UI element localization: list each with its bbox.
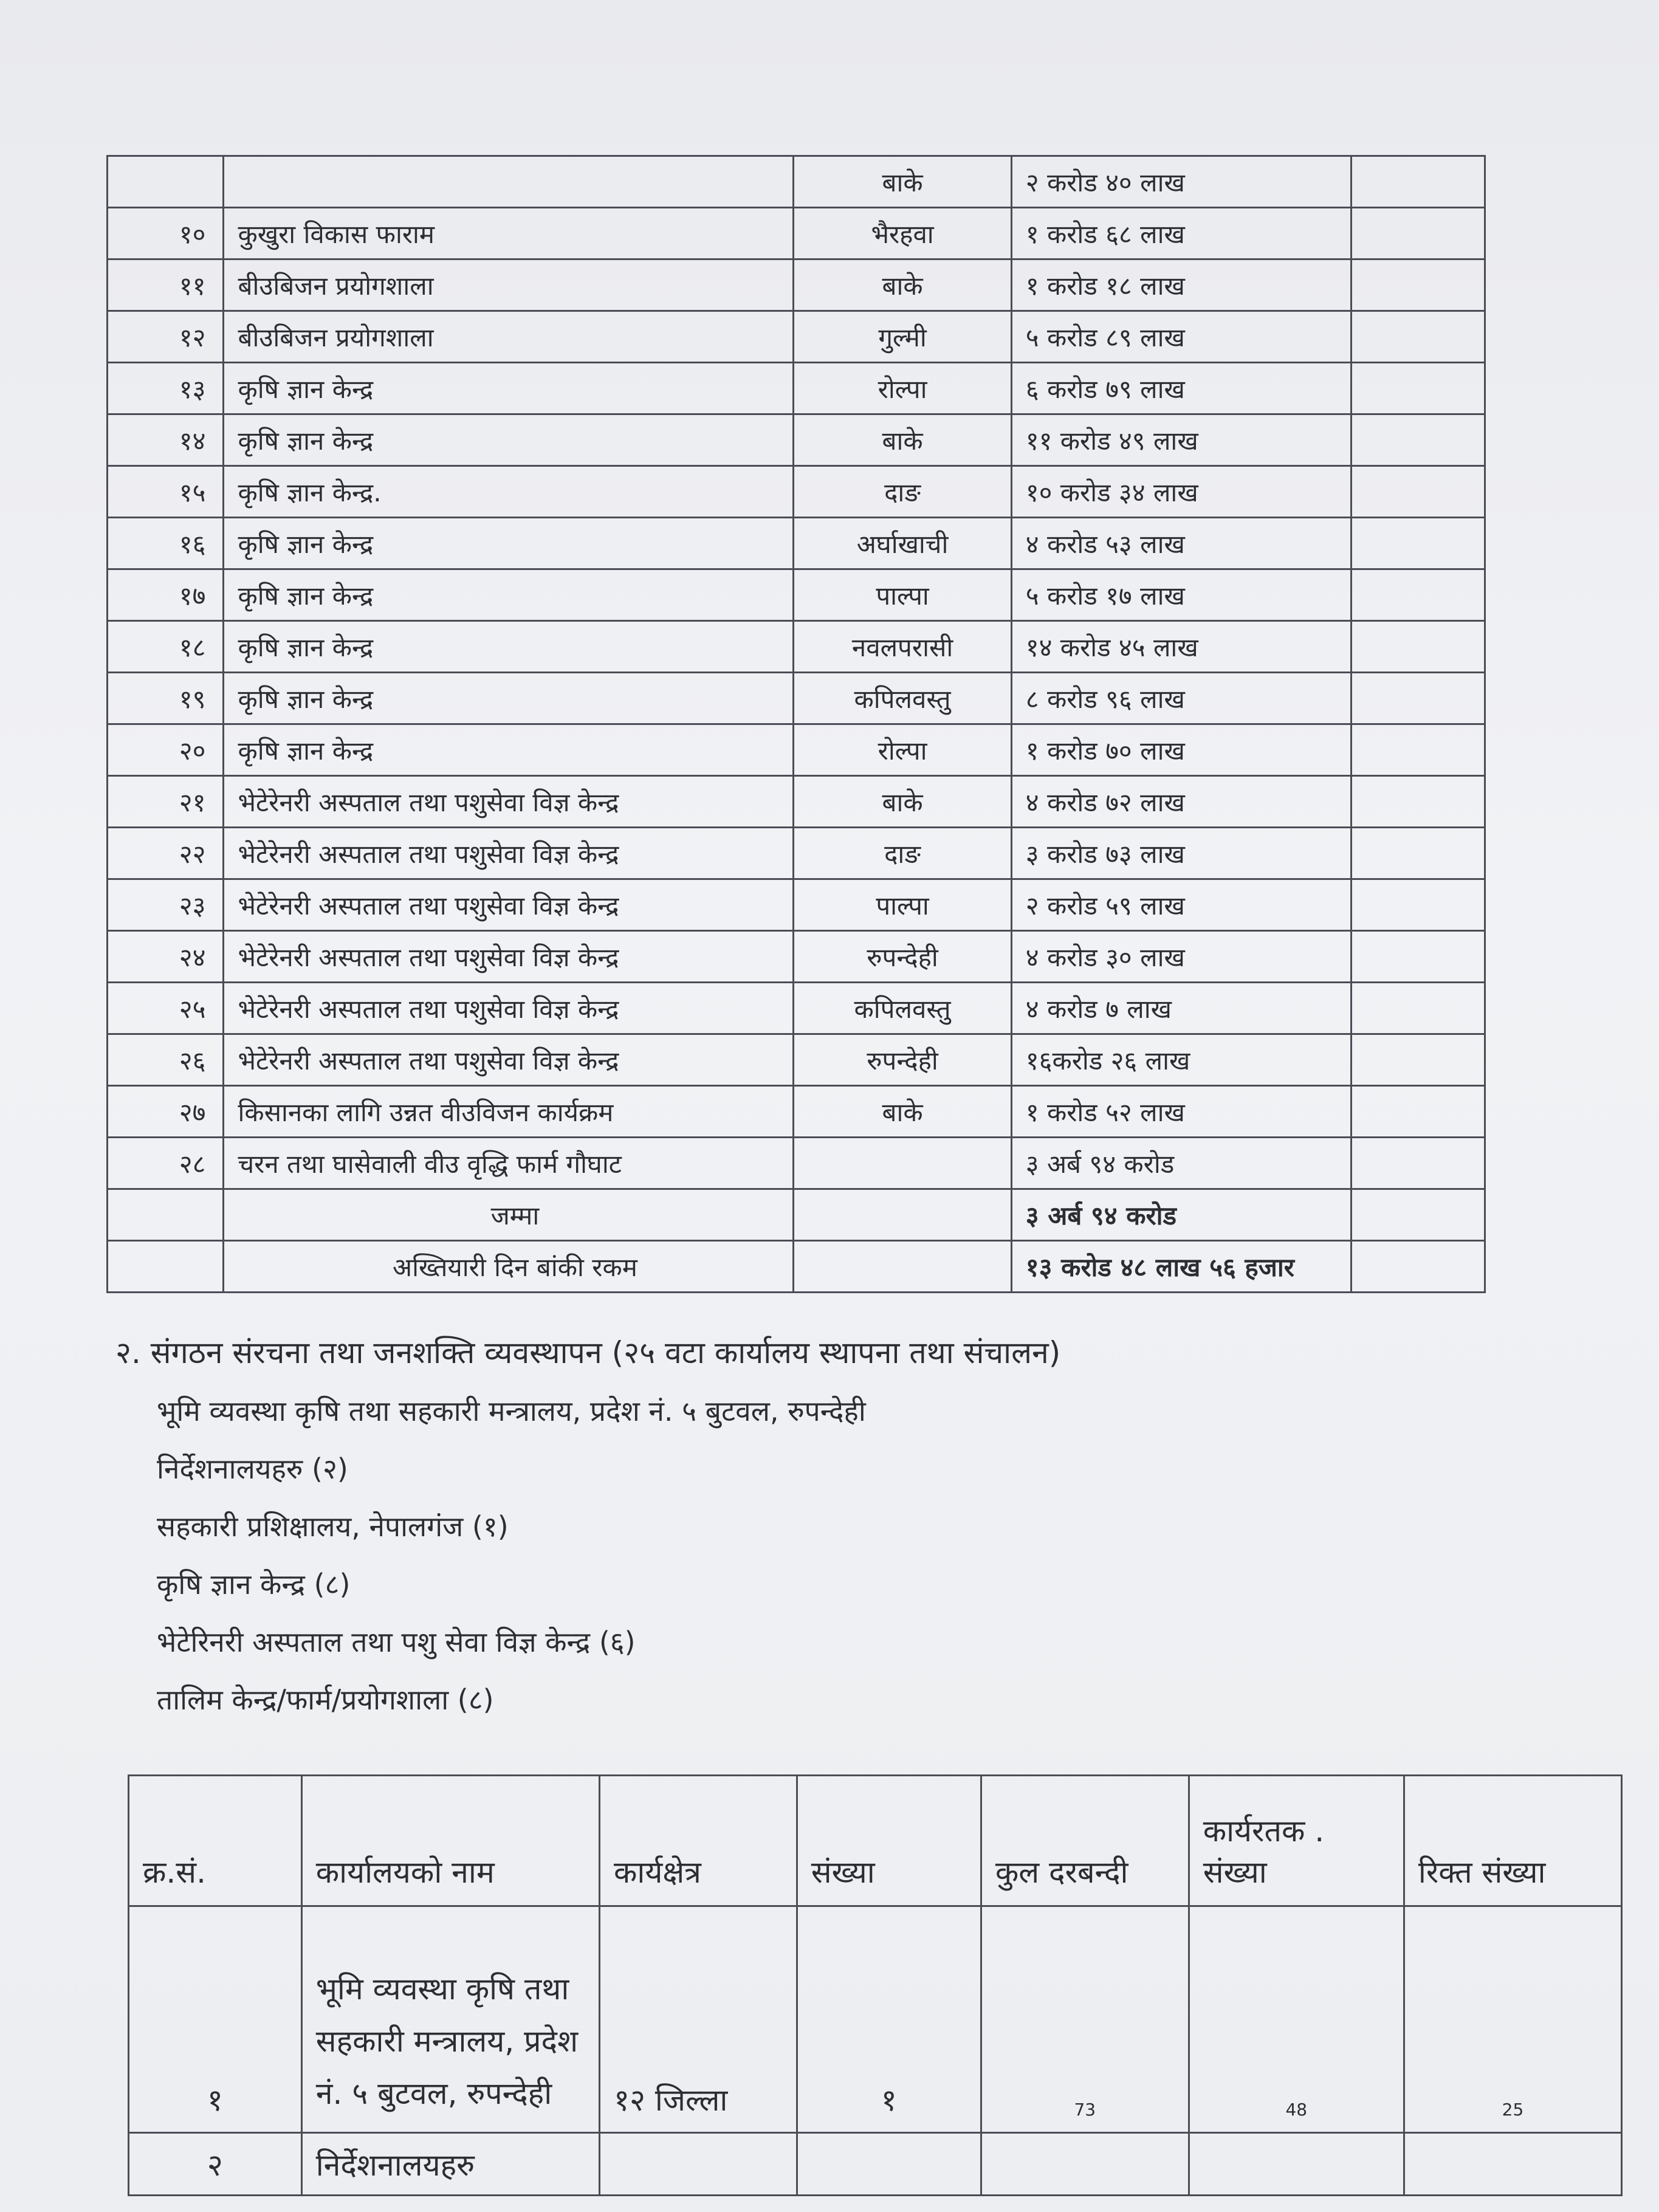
row-amount: ५ करोड ८९ लाख bbox=[1011, 311, 1351, 363]
row-extra bbox=[1351, 363, 1485, 414]
row-place: रोल्पा bbox=[794, 724, 1011, 776]
row-place bbox=[794, 1241, 1011, 1293]
row-extra bbox=[1351, 1086, 1485, 1138]
row-amount: १६करोड २६ लाख bbox=[1011, 1034, 1351, 1086]
row-number: २८ bbox=[108, 1138, 224, 1189]
header-total-posts: कुल दरबन्दी bbox=[981, 1776, 1189, 1906]
row-name: कृषि ज्ञान केन्द्र bbox=[224, 363, 794, 414]
header-count: संख्या bbox=[797, 1776, 981, 1906]
row-number: १० bbox=[108, 208, 224, 259]
row-number: १७ bbox=[108, 569, 224, 621]
section-2-line: तालिम केन्द्र/फार्म/प्रयोगशाला (८) bbox=[157, 1683, 494, 1716]
row-name: कृषि ज्ञान केन्द्र. bbox=[224, 466, 794, 518]
row-name: कुखुरा विकास फाराम bbox=[224, 208, 794, 259]
row-extra bbox=[1351, 518, 1485, 569]
row-place: अर्घाखाची bbox=[794, 518, 1011, 569]
staff-table-row bbox=[129, 2133, 1622, 2196]
row-number: १४ bbox=[108, 414, 224, 466]
row-place: गुल्मी bbox=[794, 311, 1011, 363]
row-count: १ bbox=[797, 1906, 981, 2133]
row-place: दाङ bbox=[794, 466, 1011, 518]
budget-table-body bbox=[108, 156, 1485, 1293]
row-amount: ३ अर्ब ९४ करोड bbox=[1011, 1138, 1351, 1189]
row-extra bbox=[1351, 931, 1485, 983]
budget-row bbox=[108, 931, 1485, 983]
row-name: भेटेरेनरी अस्पताल तथा पशुसेवा विज्ञ केन्द्र bbox=[224, 983, 794, 1034]
row-number: १२ bbox=[108, 311, 224, 363]
row-count bbox=[797, 2133, 981, 2196]
staff-table-row bbox=[129, 1906, 1622, 2133]
total-label: जम्मा bbox=[224, 1189, 794, 1241]
row-amount: २ करोड ४० लाख bbox=[1011, 156, 1351, 208]
budget-remaining-row bbox=[108, 1241, 1485, 1293]
budget-row bbox=[108, 828, 1485, 879]
row-extra bbox=[1351, 621, 1485, 673]
row-amount: ६ करोड ७९ लाख bbox=[1011, 363, 1351, 414]
row-extra bbox=[1351, 724, 1485, 776]
row-amount: १४ करोड ४५ लाख bbox=[1011, 621, 1351, 673]
budget-row bbox=[108, 518, 1485, 569]
row-number: २५ bbox=[108, 983, 224, 1034]
row-extra bbox=[1351, 414, 1485, 466]
row-place: पाल्पा bbox=[794, 879, 1011, 931]
row-number: १९ bbox=[108, 673, 224, 724]
budget-row bbox=[108, 259, 1485, 311]
row-amount: ३ करोड ७३ लाख bbox=[1011, 828, 1351, 879]
row-extra bbox=[1351, 1189, 1485, 1241]
row-place: रुपन्देही bbox=[794, 931, 1011, 983]
row-number: १५ bbox=[108, 466, 224, 518]
row-amount: १ करोड ६८ लाख bbox=[1011, 208, 1351, 259]
budget-row bbox=[108, 673, 1485, 724]
row-name: कृषि ज्ञान केन्द्र bbox=[224, 518, 794, 569]
row-sn: १ bbox=[129, 1906, 302, 2133]
row-amount: १ करोड ५२ लाख bbox=[1011, 1086, 1351, 1138]
row-amount: १ करोड १८ लाख bbox=[1011, 259, 1351, 311]
row-name: भेटेरेनरी अस्पताल तथा पशुसेवा विज्ञ केन्द्र bbox=[224, 879, 794, 931]
budget-row bbox=[108, 983, 1485, 1034]
header-vacant: रिक्त संख्या bbox=[1404, 1776, 1621, 1906]
row-working bbox=[1189, 2133, 1404, 2196]
row-place: पाल्पा bbox=[794, 569, 1011, 621]
staff-table bbox=[128, 1774, 1623, 2196]
row-name: बीउबिजन प्रयोगशाला bbox=[224, 311, 794, 363]
row-place: बाके bbox=[794, 156, 1011, 208]
budget-table bbox=[106, 155, 1486, 1293]
budget-row bbox=[108, 879, 1485, 931]
row-number: २६ bbox=[108, 1034, 224, 1086]
total-amount: ३ अर्ब ९४ करोड bbox=[1011, 1189, 1351, 1241]
row-office: भूमि व्यवस्था कृषि तथा सहकारी मन्त्रालय, प्रदेश नं. ५ बुटवल, रुपन्देही bbox=[301, 1906, 599, 2133]
header-area: कार्यक्षेत्र bbox=[600, 1776, 797, 1906]
row-extra bbox=[1351, 1138, 1485, 1189]
budget-row bbox=[108, 1086, 1485, 1138]
row-amount: ८ करोड ९६ लाख bbox=[1011, 673, 1351, 724]
row-name: बीउबिजन प्रयोगशाला bbox=[224, 259, 794, 311]
row-extra bbox=[1351, 1241, 1485, 1293]
row-amount: ५ करोड १७ लाख bbox=[1011, 569, 1351, 621]
section-2-line: कृषि ज्ञान केन्द्र (८) bbox=[157, 1568, 351, 1601]
row-vacant bbox=[1404, 2133, 1621, 2196]
row-total bbox=[981, 2133, 1189, 2196]
row-amount: ४ करोड ७ लाख bbox=[1011, 983, 1351, 1034]
header-office-name: कार्यालयको नाम bbox=[301, 1776, 599, 1906]
row-number bbox=[108, 156, 224, 208]
budget-row bbox=[108, 466, 1485, 518]
row-place bbox=[794, 1189, 1011, 1241]
row-extra bbox=[1351, 1034, 1485, 1086]
row-number bbox=[108, 1241, 224, 1293]
budget-row bbox=[108, 156, 1485, 208]
row-extra bbox=[1351, 879, 1485, 931]
row-office: निर्देशनालयहरु bbox=[301, 2133, 599, 2196]
budget-row bbox=[108, 208, 1485, 259]
row-place: कपिलवस्तु bbox=[794, 673, 1011, 724]
remaining-label: अख्तियारी दिन बांकी रकम bbox=[224, 1241, 794, 1293]
row-vacant: 25 bbox=[1404, 1906, 1621, 2133]
row-number bbox=[108, 1189, 224, 1241]
row-name: कृषि ज्ञान केन्द्र bbox=[224, 569, 794, 621]
row-place: रोल्पा bbox=[794, 363, 1011, 414]
row-extra bbox=[1351, 208, 1485, 259]
row-extra bbox=[1351, 466, 1485, 518]
row-name: भेटेरेनरी अस्पताल तथा पशुसेवा विज्ञ केन्द्र bbox=[224, 828, 794, 879]
row-place: नवलपरासी bbox=[794, 621, 1011, 673]
row-name: कृषि ज्ञान केन्द्र bbox=[224, 673, 794, 724]
row-name: भेटेरेनरी अस्पताल तथा पशुसेवा विज्ञ केन्द्र bbox=[224, 776, 794, 828]
row-place: रुपन्देही bbox=[794, 1034, 1011, 1086]
header-sn: क्र.सं. bbox=[129, 1776, 302, 1906]
remaining-amount: १३ करोड ४८ लाख ५६ हजार bbox=[1011, 1241, 1351, 1293]
row-name: चरन तथा घासेवाली वीउ वृद्धि फार्म गौघाट bbox=[224, 1138, 794, 1189]
row-extra bbox=[1351, 311, 1485, 363]
row-place: दाङ bbox=[794, 828, 1011, 879]
row-extra bbox=[1351, 156, 1485, 208]
row-amount: ४ करोड ७२ लाख bbox=[1011, 776, 1351, 828]
row-sn: २ bbox=[129, 2133, 302, 2196]
row-number: १३ bbox=[108, 363, 224, 414]
row-place: बाके bbox=[794, 259, 1011, 311]
row-place: बाके bbox=[794, 776, 1011, 828]
row-number: १६ bbox=[108, 518, 224, 569]
row-amount: ४ करोड ३० लाख bbox=[1011, 931, 1351, 983]
row-place: भैरहवा bbox=[794, 208, 1011, 259]
budget-row bbox=[108, 621, 1485, 673]
row-extra bbox=[1351, 569, 1485, 621]
row-amount: १ करोड ७० लाख bbox=[1011, 724, 1351, 776]
row-place: बाके bbox=[794, 1086, 1011, 1138]
staff-table-header bbox=[129, 1776, 1622, 1906]
row-number: २० bbox=[108, 724, 224, 776]
section-2-line: भूमि व्यवस्था कृषि तथा सहकारी मन्त्रालय, प्रदेश नं. ५ बुटवल, रुपन्देही bbox=[157, 1395, 866, 1427]
row-place bbox=[794, 1138, 1011, 1189]
row-area: १२ जिल्ला bbox=[600, 1906, 797, 2133]
row-area bbox=[600, 2133, 797, 2196]
row-name: कृषि ज्ञान केन्द्र bbox=[224, 621, 794, 673]
row-extra bbox=[1351, 673, 1485, 724]
row-amount: १० करोड ३४ लाख bbox=[1011, 466, 1351, 518]
row-extra bbox=[1351, 776, 1485, 828]
section-2-title: २. संगठन संरचना तथा जनशक्ति व्यवस्थापन (२५ वटा कार्यालय स्थापना तथा संचालन) bbox=[115, 1335, 1061, 1370]
row-place: कपिलवस्तु bbox=[794, 983, 1011, 1034]
header-working: कार्यरतक . संख्या bbox=[1189, 1776, 1404, 1906]
row-number: २७ bbox=[108, 1086, 224, 1138]
row-extra bbox=[1351, 983, 1485, 1034]
row-place: बाके bbox=[794, 414, 1011, 466]
row-amount: ४ करोड ५३ लाख bbox=[1011, 518, 1351, 569]
budget-row bbox=[108, 1138, 1485, 1189]
budget-row bbox=[108, 1034, 1485, 1086]
budget-row bbox=[108, 363, 1485, 414]
row-name: कृषि ज्ञान केन्द्र bbox=[224, 724, 794, 776]
row-total: 73 bbox=[981, 1906, 1189, 2133]
row-number: २४ bbox=[108, 931, 224, 983]
row-number: २२ bbox=[108, 828, 224, 879]
row-number: ११ bbox=[108, 259, 224, 311]
budget-row bbox=[108, 776, 1485, 828]
row-name: भेटेरेनरी अस्पताल तथा पशुसेवा विज्ञ केन्द्र bbox=[224, 1034, 794, 1086]
row-number: २१ bbox=[108, 776, 224, 828]
section-2-line: भेटेरिनरी अस्पताल तथा पशु सेवा विज्ञ केन्द्र (६) bbox=[157, 1626, 636, 1658]
row-extra bbox=[1351, 828, 1485, 879]
budget-row bbox=[108, 724, 1485, 776]
row-name: भेटेरेनरी अस्पताल तथा पशुसेवा विज्ञ केन्द्र bbox=[224, 931, 794, 983]
budget-total-row bbox=[108, 1189, 1485, 1241]
row-amount: २ करोड ५९ लाख bbox=[1011, 879, 1351, 931]
budget-row bbox=[108, 311, 1485, 363]
section-2-line: सहकारी प्रशिक्षालय, नेपालगंज (१) bbox=[157, 1510, 509, 1543]
row-name: कृषि ज्ञान केन्द्र bbox=[224, 414, 794, 466]
budget-row bbox=[108, 414, 1485, 466]
row-name bbox=[224, 156, 794, 208]
budget-row bbox=[108, 569, 1485, 621]
row-extra bbox=[1351, 259, 1485, 311]
row-number: २३ bbox=[108, 879, 224, 931]
row-working: 48 bbox=[1189, 1906, 1404, 2133]
row-amount: ११ करोड ४९ लाख bbox=[1011, 414, 1351, 466]
row-name: किसानका लागि उन्नत वीउविजन कार्यक्रम bbox=[224, 1086, 794, 1138]
section-2-line: निर्देशनालयहरु (२) bbox=[157, 1452, 348, 1485]
row-number: १८ bbox=[108, 621, 224, 673]
